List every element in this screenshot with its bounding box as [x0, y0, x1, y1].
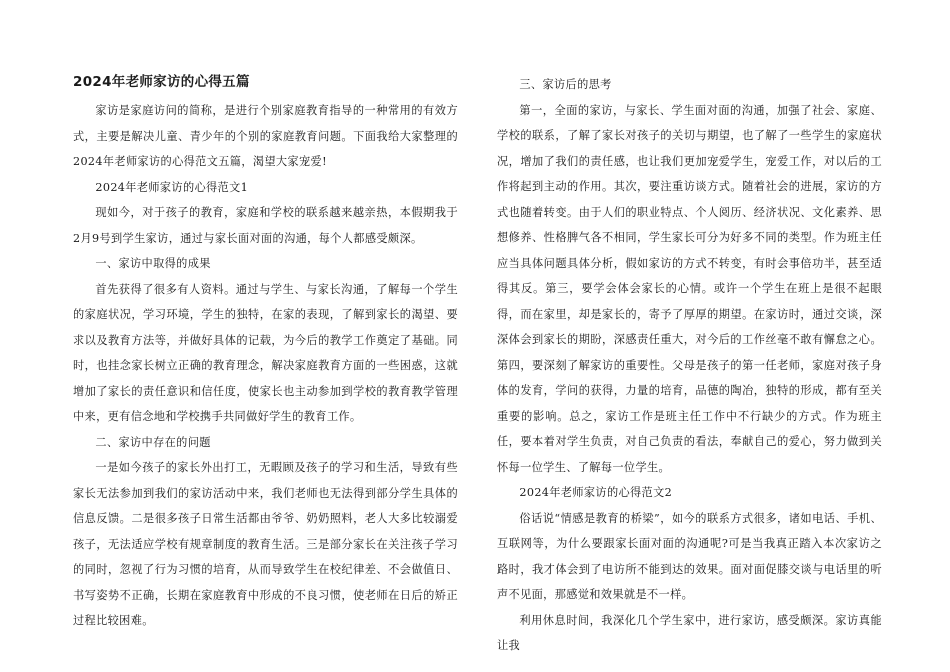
essay-2-heading: 2024年老师家访的心得范文2	[519, 486, 673, 499]
essay-2-paragraph-continued: 利用休息时间，我深化几个学生家中，进行家访，感受颇深。家访真能让我	[497, 613, 882, 652]
document-title: 2024年老师家访的心得五篇	[73, 74, 250, 90]
essay-1-paragraph: 现如今，对于孩子的教育，家庭和学校的联系越来越亲热，本假期我于2月9号到学生家访，通过与家长面对面的沟通，每个人都感受颇深。	[73, 206, 458, 245]
left-column	[73, 72, 458, 634]
intro-paragraph: 家访是家庭访问的简称，是进行个别家庭教育指导的一种常用的有效方式，主要是解决儿童、青少年的个别的家庭教育问题。下面我给大家整理的2024年老师家访的心得范文五篇，渴望大家宠爱!	[73, 104, 458, 168]
section-heading-problems: 二、家访中存在的问题	[95, 435, 211, 449]
section-heading-results: 一、家访中取得的成果	[95, 257, 211, 270]
results-paragraph: 首先获得了很多有人资料。通过与学生、与家长沟通，了解每一个学生的家庭状况，学习环境，学生的独特，在家的表现，了解到家长的渴望、要求以及教育方法等，并做好具体的记载，为今后的教学工作奠定了基础。同时，也挂念家长树立正确的教育理念，解决家庭教育方面的一些困惑，这就增加了家长的责任意识和信任度，使家长也主动参加到学校的教育教学管理中来，更有信念地和学校携手共同做好学生的教育工作。	[73, 282, 458, 423]
problems-paragraph: 一是如今孩子的家长外出打工，无暇顾及孩子的学习和生活，导致有些家长无法参加到我们的家访活动中来，我们老师也无法得到部分学生具体的信息反馈。二是很多孩子日常生活都由爷爷、奶奶照料，老人大多比较溺爱孩子，无法适应学校有规章制度的教育生活。三是部分家长在关注孩子学习的同时，忽视了行为习惯的培育，从而导致学生在校纪律差、不会做值日、书写姿势不正确，长期在家庭教育中形成的不良习惯，使老师在日后的矫正过程比较困难。	[73, 461, 458, 627]
essay-1-heading: 2024年老师家访的心得范文1	[95, 180, 249, 194]
reflection-paragraph: 第一，全面的家访，与家长、学生面对面的沟通，加强了社会、家庭、学校的联系，了解了家长对孩子的关切与期望，也了解了一些学生的家庭状况，增加了我们的责任感，也让我们更加宠爱学生，宠爱工作，对以后的工作将起到主动的作用。其次，要注重访谈方式。随着社会的进展，家访的方式也随着转变。由于人们的职业特点、个人阅历、经济状况、文化素养、思想修养、性格脾气各不相同，学生家长可分为好多不同的类型。作为班主任应当具体问题具体分析，假如家访的方式不转变，有时会事倍功半，甚至适得其反。第三，要学会体会家长的心情。或许一个学生在班上是很不起眼得，而在家里，却是家长的，寄予了厚厚的期望。在家访时，通过交谈，深深体会到家长的期盼，深感责任重大，对今后的工作丝毫不敢有懈怠之心。第四，要深刻了解家访的重要性。父母是孩子的第一任老师，家庭对孩子身体的发育，学问的获得，力量的培育，品德的陶冶，独特的形成，都有至关重要的影响。总之，家访工作是班主任工作中不行缺少的方式。作为班主任，要本着对学生负责，对自己负责的看法，奉献自己的爱心，努力做到关怀每一位学生、了解每一位学生。	[497, 103, 882, 474]
section-heading-reflection: 三、家访后的思考	[519, 78, 612, 91]
essay-2-paragraph: 俗话说“情感是教育的桥梁”，如今的联系方式很多，诸如电话、手机、互联网等，为什么要跟家长面对面的沟通呢?可是当我真正踏入本次家访之路时，我才体会到了电访所不能到达的效果。面对面促膝交谈与电话里的听声不见面，那感觉和效果就是不一样。	[497, 511, 882, 601]
right-column	[497, 72, 882, 659]
